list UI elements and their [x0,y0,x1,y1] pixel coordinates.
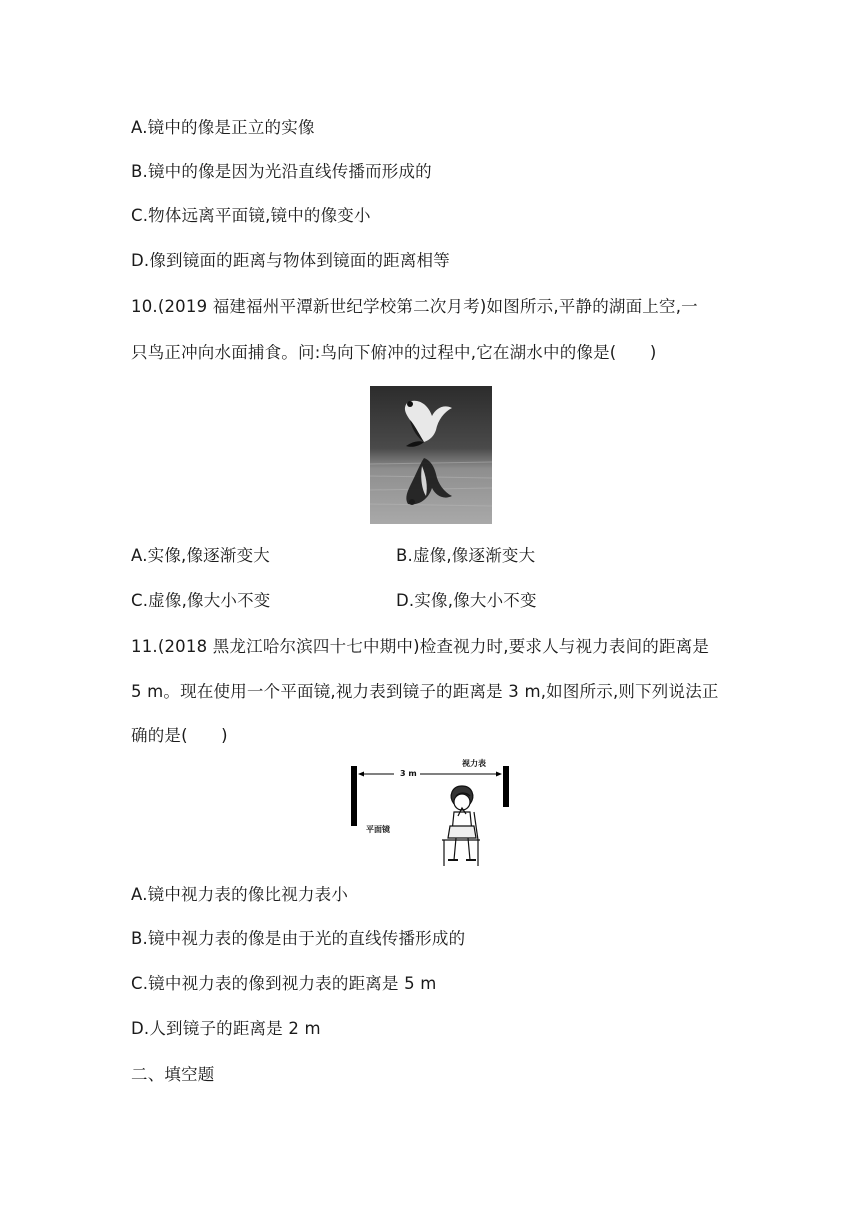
seated-person-icon [442,786,480,866]
q10-stem-line1: 10.(2019 福建福州平潭新世纪学校第二次月考)如图所示,平静的湖面上空,一 [131,297,698,316]
q9-option-b: B.镜中的像是因为光沿直线传播而形成的 [131,162,432,181]
arrow-left-icon [358,772,364,777]
q10-option-b: B.虚像,像逐渐变大 [396,546,536,565]
q10-stem-line2: 只鸟正冲向水面捕食。问:鸟向下俯冲的过程中,它在湖水中的像是( ) [131,343,657,362]
q10-option-d: D.实像,像大小不变 [396,591,537,610]
q10-option-a: A.实像,像逐渐变大 [131,546,270,565]
arrow-right-icon [496,772,502,777]
q9-option-d: D.像到镜面的距离与物体到镜面的距离相等 [131,251,450,270]
q11-stem-line3: 确的是( ) [131,726,228,745]
q11-option-d: D.人到镜子的距离是 2 m [131,1019,321,1038]
q9-option-c: C.物体远离平面镜,镜中的像变小 [131,206,371,225]
plane-mirror-icon [351,766,357,826]
eye-chart-mirror-diagram [344,756,516,874]
q11-option-a: A.镜中视力表的像比视力表小 [131,885,349,904]
eye-chart-label: 视力表 [462,759,486,768]
q9-option-a: A.镜中的像是正立的实像 [131,118,315,137]
q11-stem-line1: 11.(2018 黑龙江哈尔滨四十七中期中)检查视力时,要求人与视力表间的距离是 [131,637,710,656]
distance-label: 3 m [400,769,417,778]
q11-option-b: B.镜中视力表的像是由于光的直线传播形成的 [131,929,466,948]
q11-option-c: C.镜中视力表的像到视力表的距离是 5 m [131,974,437,993]
eye-chart-icon [503,766,509,807]
bird-reflection-photo [370,386,492,524]
q11-stem-line2: 5 m。现在使用一个平面镜,视力表到镜子的距离是 3 m,如图所示,则下列说法正 [131,682,719,701]
plane-mirror-label: 平面镜 [366,825,390,834]
section-heading: 二、填空题 [131,1065,215,1084]
q10-option-c: C.虚像,像大小不变 [131,591,271,610]
